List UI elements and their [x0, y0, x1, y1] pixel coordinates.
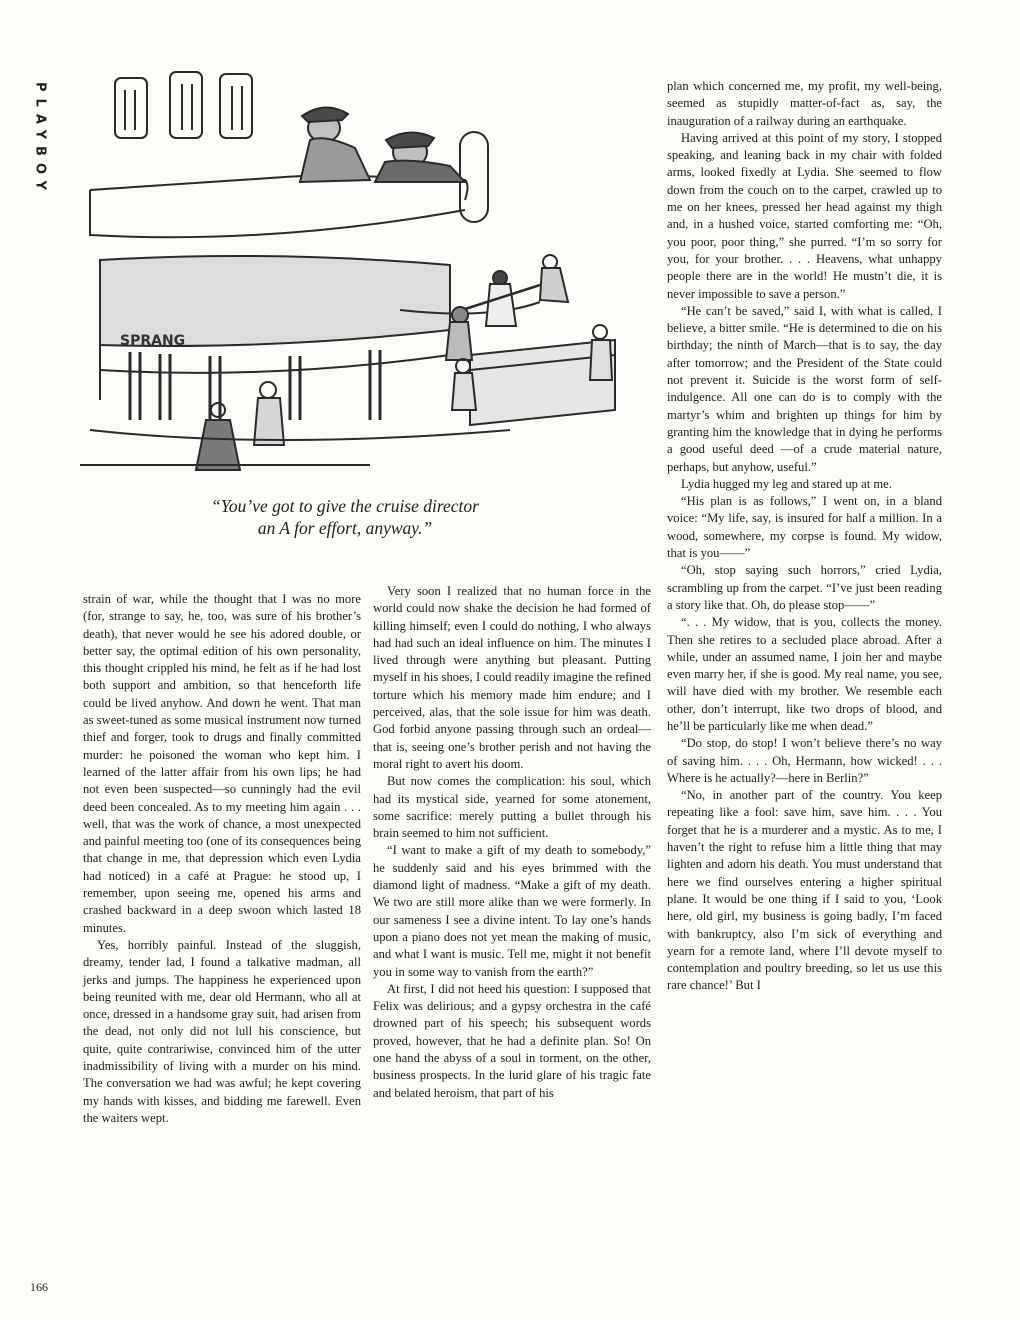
caption-line-1: “You’ve got to give the cruise director — [211, 496, 479, 516]
paragraph: “. . . My widow, that is you, collects the money. Then she retires to a secluded place abroad. After a while, under an assumed name, I join her and maybe even marry her, if she is good. My real name, you see, will have died with my brother. We resemble each other, don’t interrupt, like two drops of blood, and he’ll be particularly like me when dead.” — [667, 615, 942, 733]
paragraph: plan which concerned me, my profit, my well-being, seemed as stupidly matter-of-fact as, say, the inauguration of a railway during an earthquake. — [667, 79, 942, 128]
text-column-1 — [83, 591, 361, 1127]
magazine-name: PLAYBOY — [32, 82, 48, 197]
paragraph: “Oh, stop saying such horrors,” cried Lydia, scrambling up from the carpet. “I’ve just been reading a story like that. Oh, do please stop——” — [667, 563, 942, 612]
paragraph: “Do stop, do stop! I won’t believe there’s no way of saving him. . . . Oh, Hermann, how wicked! . . . Where is he actually?—here in Berlin?” — [667, 736, 942, 785]
cartoonist-signature: SPRANG — [120, 333, 186, 349]
paragraph: Yes, horribly painful. Instead of the sluggish, dreamy, tender lad, I found a talkative madman, all jerks and jumps. The happiness he experienced upon being reunited with me, dear old Hermann, who all at once, dressed in a handsome gray suit, had arisen from the dead, not only did not lull his conscience, but quite, quite contrariwise, convinced him of the utter inadmissibility of living with a murder on his mind. The conversation we had was awful; he kept covering my hands with kisses, and bidding me farewell. Even the waiters wept. — [83, 937, 361, 1125]
page-number: 166 — [30, 1280, 48, 1294]
paragraph: “I want to make a gift of my death to somebody,” he suddenly said and his eyes brimmed with the diamond light of madness. “Make a gift of my death. We two are still more alike than we were formerly. In our sameness I see a divine intent. To lay one’s hands upon a piano does not yet mean the making of music, and what I want is music. Tell me, might it not benefit you in some way to vanish from the earth?” — [373, 843, 651, 979]
paragraph: Lydia hugged my leg and stared up at me. — [681, 476, 892, 491]
paragraph: Very soon I realized that no human force in the world could now shake the decision he had formed of killing himself; even I could do nothing, I who always had had such an ideal influence on him. The minutes I lived through were anything but pleasant. Putting myself in his shoes, I could readily imagine the refined torture which his memory made him endure; and I perceived, alas, that the sole issue for him was death. God forbid anyone passing through such an ordeal—that is, seeing one’s brother perish and not having the moral right to avert his doom. — [373, 584, 651, 771]
caption-line-2: an A for effort, anyway.” — [257, 518, 433, 538]
paragraph: “He can’t be saved,” said I, with what is called, I believe, a bitter smile. “He is determined to die on his birthday; the ninth of March—that is to say, the day after tomorrow; and the President of the State could not prevent it. Suicide is the worst form of self-indulgence. All one can do is to comply with the martyr’s whim and brighten up things for him by granting him the knowledge that in dying he performs a good useful deed —of a crude material nature, perhaps, but anyhow, useful.” — [667, 303, 942, 474]
paragraph: “No, in another part of the country. You keep repeating like a fool: save him, save him. . . . You forget that he is a murderer and a mystic. As to me, I haven’t the right to refuse him a little thing that may lighten and adorn his death. You must understand that here we find ourselves entering a higher spiritual plane. It would be one thing if I said to you, ‘Look here, old girl, my business is going badly, I’m faced with bankruptcy, also I’m sick of everything and yearn for a remote land, where I’ll devote myself to contemplation and poultry breeding, so let us use this rare chance!’ But I — [667, 788, 942, 993]
paragraph: Having arrived at this point of my story, I stopped speaking, and leaning back in my chair with folded arms, looked fixedly at Lydia. She seemed to flow down from the couch on to the carpet, crawled up to me on her knees, pressed her head against my thigh and, in a hushed voice, started comforting me: “Oh, you poor, poor thing,” she purred. “I’m so sorry for you, for your brother. . . . Heavens, what unhappy people there are in the world! He mustn’t die, it is never impossible to save a person.” — [667, 130, 942, 301]
paragraph: At first, I did not heed his question: I supposed that Felix was delirious; and a gypsy orchestra in the café drowned part of his speech; his subsequent words proved, however, that he had a definite plan. So! On one hand the abyss of a soul in torment, on the other, business prospects. In the lurid glare of his tragic fate and belated heroism, that part of his — [373, 981, 651, 1100]
paragraph: strain of war, while the thought that I was no more (for, strange to say, he, too, was sure of his brother’s death), that never would he see his adored double, or better say, the optimal edition of his own personality, this thought crippled his mind, he felt as if he had lost both support and ambition, so that henceforth life could be lived anyhow. And down he went. That man as sweet-tuned as some musical instrument now turned thief and forger, took to drugs and finally committed murder: he poisoned the woman who kept him. I learned of the latter affair from his own lips; he had not even been suspected—so cunningly had the evil deed been concealed. As to my meeting him again . . . well, that was the work of chance, a most unexpected and painful meeting too (one of its consequences being that change in me, that depression which even Lydia had noticed) in a café at Prague: he stood up, I remember, upon seeing me, opened his arms and crashed backward in a deep swoon which lasted 18 minutes. — [83, 592, 361, 935]
cartoon-illustration — [70, 70, 620, 480]
text-column-2 — [373, 583, 651, 1102]
paragraph: “His plan is as follows,” I went on, in a bland voice: “My life, say, is insured for half a million. In a wood, somewhere, my corpse is found. My widow, that is you——” — [667, 494, 942, 561]
cartoon-caption — [120, 495, 570, 539]
paragraph: But now comes the complication: his soul, which had its mystical side, yearned for some atonement, some sacrifice: merely putting a bullet through his brain seemed to him not sufficient. — [373, 774, 651, 841]
text-column-3 — [667, 78, 942, 995]
